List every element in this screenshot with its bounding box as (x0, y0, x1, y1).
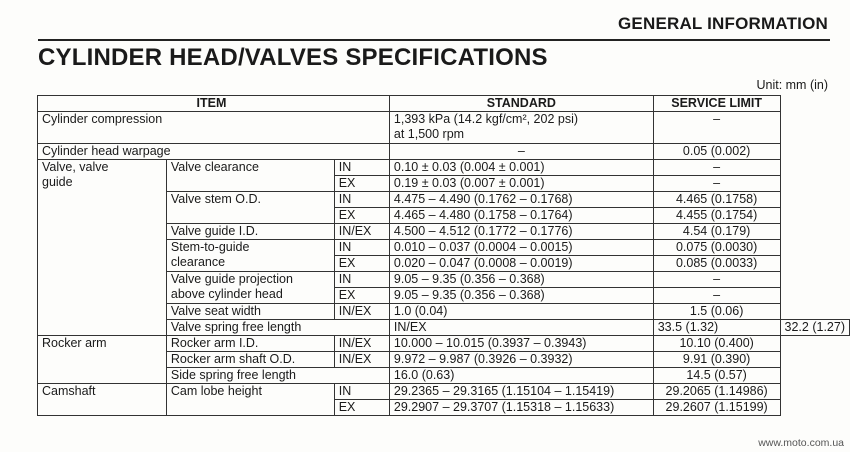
table-row (38, 160, 850, 176)
table-row (38, 144, 850, 160)
standard-cell: 10.000 – 10.015 (0.3937 – 0.3943) (389, 336, 653, 352)
group-cell: Camshaft (38, 384, 167, 416)
limit-cell: 9.91 (0.390) (653, 352, 780, 368)
header-rule (38, 39, 830, 41)
header-service-limit: SERVICE LIMIT (653, 96, 780, 112)
sub-item-cell: Cam lobe height (166, 384, 334, 416)
limit-cell: – (653, 112, 780, 144)
standard-cell: 33.5 (1.32) (653, 320, 780, 336)
spec-table (37, 95, 850, 416)
sub-item-cell: Valve guide I.D. (166, 224, 334, 240)
standard-line: 1,393 kPa (14.2 kgf/cm², 202 psi) (393, 112, 579, 126)
item-cell: Cylinder head warpage (38, 144, 390, 160)
limit-cell: 0.05 (0.002) (653, 144, 780, 160)
sub-item-cell (166, 272, 334, 304)
valve-side-cell: IN (334, 192, 389, 208)
limit-cell: – (653, 288, 780, 304)
sub-item-cell: Valve stem O.D. (166, 192, 334, 224)
valve-side-cell: EX (334, 400, 389, 416)
limit-cell: 0.085 (0.0033) (653, 256, 780, 272)
standard-cell: – (389, 144, 653, 160)
group-cell (38, 160, 167, 336)
limit-cell: 4.455 (0.1754) (653, 208, 780, 224)
limit-cell: 4.465 (0.1758) (653, 192, 780, 208)
limit-cell: – (653, 176, 780, 192)
watermark: www.moto.com.ua (758, 437, 844, 449)
unit-note: Unit: mm (in) (756, 78, 828, 92)
valve-side-cell: IN/EX (334, 336, 389, 352)
standard-cell: 0.10 ± 0.03 (0.004 ± 0.001) (389, 160, 653, 176)
valve-side-cell: IN (334, 384, 389, 400)
sub-item-cell: Rocker arm I.D. (166, 336, 334, 352)
standard-cell: 4.465 – 4.480 (0.1758 – 0.1764) (389, 208, 653, 224)
limit-cell: 29.2065 (1.14986) (653, 384, 780, 400)
valve-side-cell: IN/EX (334, 304, 389, 320)
group-label: Valve, valve (42, 160, 109, 174)
standard-cell: 0.010 – 0.037 (0.0004 – 0.0015) (389, 240, 653, 256)
standard-cell: 9.972 – 9.987 (0.3926 – 0.3932) (389, 352, 653, 368)
sub-item-cell: Valve seat width (166, 304, 334, 320)
sub-item-line: Valve guide projection (170, 272, 293, 286)
group-label: guide (42, 175, 73, 189)
sub-item-cell: Side spring free length (166, 368, 389, 384)
table-header-row (38, 96, 850, 112)
limit-cell: 32.2 (1.27) (780, 320, 849, 336)
item-cell: Valve spring free length (166, 320, 389, 336)
limit-cell: 29.2607 (1.15199) (653, 400, 780, 416)
item-cell: Cylinder compression (38, 112, 390, 144)
standard-line: at 1,500 rpm (393, 127, 465, 141)
standard-cell: 29.2907 – 29.3707 (1.15318 – 1.15633) (389, 400, 653, 416)
valve-side-cell: IN/EX (389, 320, 653, 336)
standard-cell: 4.475 – 4.490 (0.1762 – 0.1768) (389, 192, 653, 208)
valve-side-cell: IN/EX (334, 224, 389, 240)
sub-item-cell: Rocker arm shaft O.D. (166, 352, 334, 368)
sub-item-line: Stem-to-guide (170, 240, 250, 254)
standard-cell: 9.05 – 9.35 (0.356 – 0.368) (389, 272, 653, 288)
standard-cell: 0.020 – 0.047 (0.0008 – 0.0019) (389, 256, 653, 272)
table-row (38, 336, 850, 352)
header-standard: STANDARD (389, 96, 653, 112)
limit-cell: 0.075 (0.0030) (653, 240, 780, 256)
limit-cell: 14.5 (0.57) (653, 368, 780, 384)
header-item: ITEM (38, 96, 390, 112)
section-header: GENERAL INFORMATION (618, 14, 828, 33)
page-title: CYLINDER HEAD/VALVES SPECIFICATIONS (38, 44, 548, 71)
table-row (38, 384, 850, 400)
valve-side-cell: EX (334, 176, 389, 192)
standard-cell: 9.05 – 9.35 (0.356 – 0.368) (389, 288, 653, 304)
limit-cell: 1.5 (0.06) (653, 304, 780, 320)
table-row (38, 112, 850, 144)
valve-side-cell: EX (334, 256, 389, 272)
sub-item-cell: Valve clearance (166, 160, 334, 192)
standard-cell: 16.0 (0.63) (389, 368, 653, 384)
sub-item-line: above cylinder head (170, 287, 283, 301)
limit-cell: – (653, 272, 780, 288)
limit-cell: 10.10 (0.400) (653, 336, 780, 352)
valve-side-cell: IN/EX (334, 352, 389, 368)
standard-cell: 0.19 ± 0.03 (0.007 ± 0.001) (389, 176, 653, 192)
valve-side-cell: EX (334, 208, 389, 224)
standard-cell (389, 112, 653, 144)
standard-cell: 4.500 – 4.512 (0.1772 – 0.1776) (389, 224, 653, 240)
valve-side-cell: IN (334, 272, 389, 288)
limit-cell: – (653, 160, 780, 176)
sub-item-cell (166, 240, 334, 272)
standard-cell: 1.0 (0.04) (389, 304, 653, 320)
sub-item-line: clearance (170, 255, 226, 269)
limit-cell: 4.54 (0.179) (653, 224, 780, 240)
standard-cell: 29.2365 – 29.3165 (1.15104 – 1.15419) (389, 384, 653, 400)
valve-side-cell: EX (334, 288, 389, 304)
group-cell: Rocker arm (38, 336, 167, 384)
valve-side-cell: IN (334, 240, 389, 256)
valve-side-cell: IN (334, 160, 389, 176)
